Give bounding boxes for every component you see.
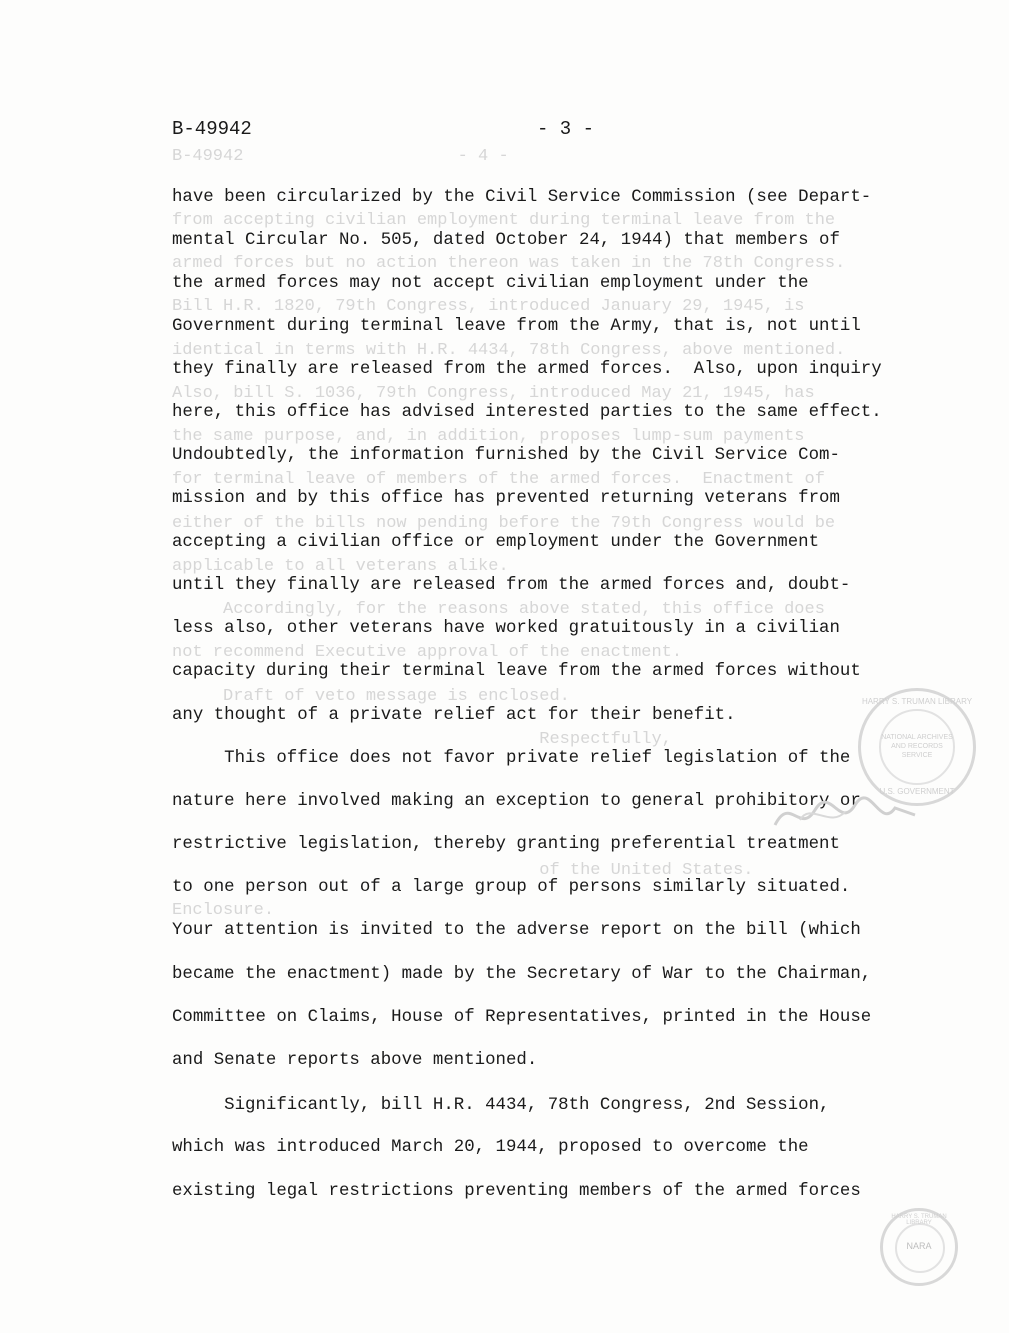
- document-number: B-49942: [172, 118, 252, 140]
- stamp-upper-center: NATIONAL ARCHIVES AND RECORDS SERVICE: [881, 734, 953, 759]
- text-line: restrictive legislation, thereby granting preferential treatment: [172, 835, 840, 854]
- stamp-lower-text: HARRY S. TRUMAN LIBRARY: [891, 1214, 947, 1226]
- bleed-line: Enclosure.: [172, 901, 275, 920]
- text-line: accepting a civilian office or employment under the Government: [172, 533, 820, 552]
- bleed-line: Draft of veto message is enclosed.: [172, 687, 570, 706]
- text-line: existing legal restrictions preventing members of the armed forces: [172, 1182, 861, 1201]
- text-line: Significantly, bill H.R. 4434, 78th Congress, 2nd Session,: [172, 1096, 830, 1115]
- text-line: here, this office has advised interested parties to the same effect.: [172, 403, 882, 422]
- page-header: [172, 118, 892, 148]
- text-line: have been circularized by the Civil Service Commission (see Depart-: [172, 188, 872, 207]
- bleed-line: Respectfully,: [172, 730, 672, 749]
- bleed-line: from accepting civilian employment during terminal leave from the: [172, 211, 836, 230]
- text-line: Committee on Claims, House of Representatives, printed in the House: [172, 1008, 872, 1027]
- text-line: until they finally are released from the armed forces and, doubt-: [172, 576, 851, 595]
- bleed-line: for terminal leave of members of the armed forces. Enactment of: [172, 470, 825, 489]
- bleed-line: of the United States.: [172, 861, 754, 880]
- bleed-line: Also, bill S. 1036, 79th Congress, introduced May 21, 1945, has: [172, 384, 815, 403]
- page-number: - 3 -: [537, 118, 595, 140]
- text-line: capacity during their terminal leave from the armed forces without: [172, 662, 861, 681]
- text-line: to one person out of a large group of persons similarly situated.: [172, 878, 851, 897]
- bleed-line: Bill H.R. 1820, 79th Congress, introduced January 29, 1945, is: [172, 297, 805, 316]
- bleed-line: identical in terms with H.R. 4434, 78th Congress, above mentioned.: [172, 341, 846, 360]
- archive-stamp-lower: [880, 1208, 958, 1286]
- bleed-line: the same purpose, and, in addition, proposes lump-sum payments: [172, 427, 805, 446]
- text-line: became the enactment) made by the Secretary of War to the Chairman,: [172, 965, 872, 984]
- text-line: the armed forces may not accept civilian employment under the: [172, 274, 809, 293]
- text-line: Government during terminal leave from the Army, that is, not until: [172, 317, 861, 336]
- text-line: and Senate reports above mentioned.: [172, 1051, 538, 1070]
- archive-stamp-upper: [858, 688, 976, 806]
- text-line: Undoubtedly, the information furnished by the Civil Service Com-: [172, 446, 840, 465]
- text-line: nature here involved making an exception to general prohibitory or: [172, 792, 861, 811]
- bleed-line: not recommend Executive approval of the enactment.: [172, 643, 683, 662]
- stamp-lower-center: NARA: [906, 1241, 932, 1251]
- text-line: Your attention is invited to the adverse report on the bill (which: [172, 921, 861, 940]
- text-line: This office does not favor private relief legislation of the: [172, 749, 851, 768]
- bleed-line: Accordingly, for the reasons above stated, this office does: [172, 600, 825, 619]
- stamp-upper-text: HARRY S. TRUMAN LIBRARY: [861, 697, 973, 706]
- text-line: they finally are released from the armed forces. Also, upon inquiry: [172, 360, 882, 379]
- bleed-line: either of the bills now pending before the 79th Congress would be: [172, 514, 836, 533]
- text-line: less also, other veterans have worked gratuitously in a civilian: [172, 619, 840, 638]
- text-line: any thought of a private relief act for their benefit.: [172, 706, 736, 725]
- text-line: which was introduced March 20, 1944, proposed to overcome the: [172, 1138, 809, 1157]
- bleed-line: armed forces but no action thereon was taken in the 78th Congress.: [172, 254, 846, 273]
- bleed-line: applicable to all veterans alike.: [172, 557, 509, 576]
- bleed-line: B-49942 - 4 -: [172, 147, 509, 166]
- stamp-upper-lower-text: U.S. GOVERNMENT: [879, 787, 955, 796]
- text-line: mental Circular No. 505, dated October 24, 1944) that members of: [172, 231, 840, 250]
- text-line: mission and by this office has prevented returning veterans from: [172, 489, 840, 508]
